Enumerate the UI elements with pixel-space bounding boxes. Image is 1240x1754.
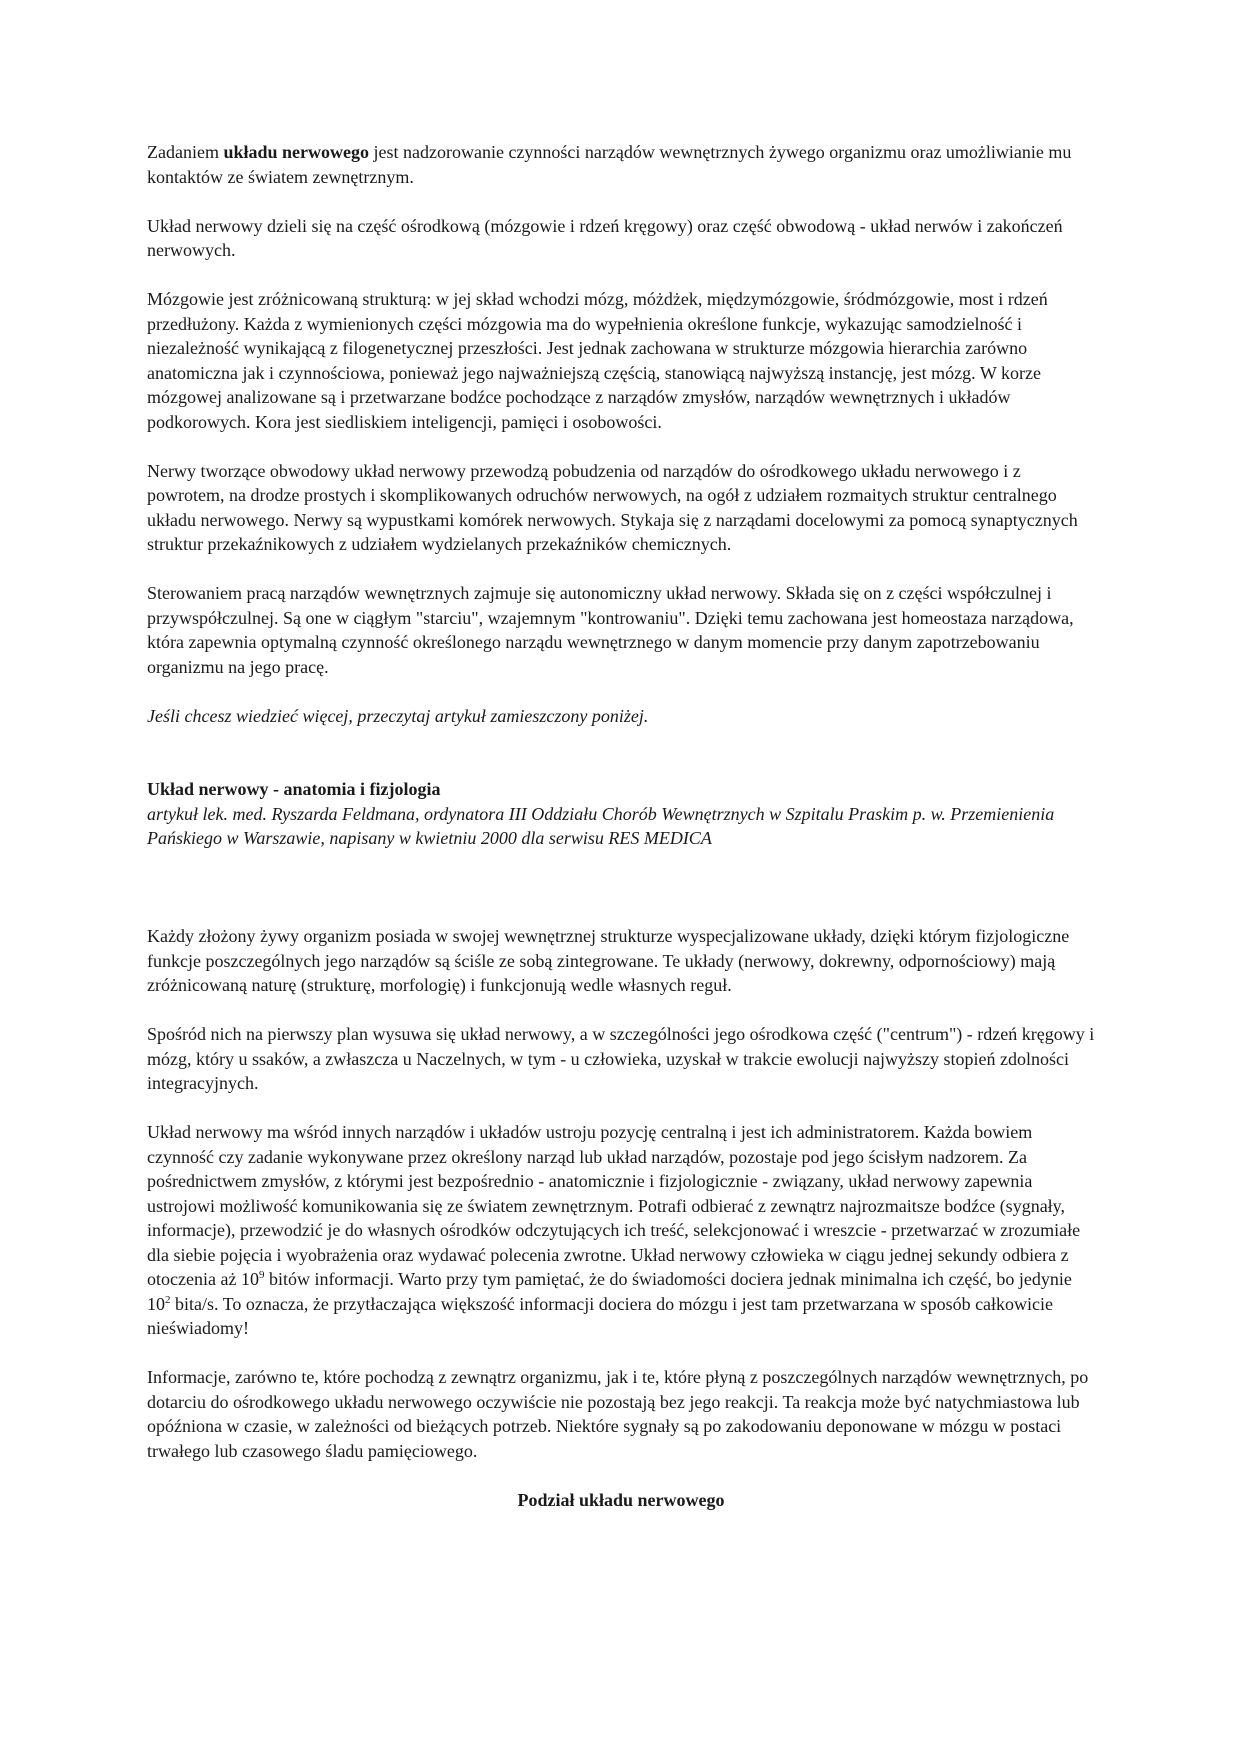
paragraph-administrator: Układ nerwowy ma wśród innych narządów i układów ustroju pozycję centralną i jest ich administratorem. Każda bowiem czynność czy zadanie wykonywane przez określony narząd lub układ narządów, pozostaje pod jego ścisłym nadzorem. Za pośrednictwem zmysłów, z którymi jest bezpośrednio - anatomicznie i fizjologicznie - związany, układ nerwowy zapewnia ustrojowi możliwość komunikowania się ze światem zewnętrznym. Potrafi odbierać z zewnątrz najrozmaitsze bodźce (sygnały, informacje), przewodzić je do własnych ośrodków odczytujących ich treść, selekcjonować i wreszcie - przetwarzać w zrozumiałe dla siebie pojęcia i wyobrażenia oraz wydawać polecenia zwrotne. Układ nerwowy człowieka w ciągu jednej sekundy odbiera z otoczenia aż $10^9$ bitów informacji. Warto przy tym pamiętać, że do świadomości dociera jednak minimalna ich część, bo jedynie $10^2$ bita/s. To oznacza, że przytłaczająca większość informacji dociera do mózgu i jest tam przetwarzana w sposób całkowicie nieświadomy! bbox=[147, 1122, 1081, 1338]
spacer bbox=[147, 753, 1095, 778]
paragraph-nerves: Nerwy tworzące obwodowy układ nerwowy przewodzą pobudzenia od narządów do ośrodkowego układu nerwowego i z powrotem, na drodze prostych i skomplikowanych odruchów nerwowych, na ogół z udziałem rozmaitych struktur centralnego układu nerwowego. Nerwy są wypustkami komórek nerwowych. Stykaja się z narządami docelowymi za pomocą synaptycznych struktur przekaźnikowych z udziałem wydzielanych przekaźników chemicznych. bbox=[147, 460, 1078, 554]
bold-term: układu nerwowego bbox=[223, 142, 369, 162]
paragraph-intro: Zadaniem układu nerwowego jest nadzorowanie czynności narządów wewnętrznych żywego organizmu oraz umożliwianie mu kontaktów ze światem zewnętrznym. bbox=[147, 142, 1072, 187]
spacer bbox=[147, 875, 1095, 924]
paragraph-read-more: Jeśli chcesz wiedzieć więcej, przeczytaj artykuł zamieszczony poniżej. bbox=[147, 705, 649, 726]
superscript: 9 bbox=[258, 1269, 265, 1281]
paragraph-organism: Każdy złożony żywy organizm posiada w swojej wewnętrznej strukturze wyspecjalizowane układy, dzięki którym fizjologiczne funkcje poszczególnych jego narządów są ściśle ze sobą zintegrowane. Te układy (nerwowy, dokrewny, odpornościowy) mają zróżnicowaną naturę (strukturę, morfologię) i funkcjonują wedle własnych reguł. bbox=[147, 926, 1070, 995]
article-author: artykuł lek. med. Ryszarda Feldmana, ordynatora III Oddziału Chorób Wewnętrznych w Szpitalu Praskim p. w. Przemienienia Pańskiego w Warszawie, napisany w kwietniu 2000 dla serwisu RES MEDICA bbox=[147, 803, 1055, 848]
paragraph-central: Spośród nich na pierwszy plan wysuwa się układ nerwowy, a w szczególności jego ośrodkowa część ("centrum") - rdzeń kręgowy i mózg, który u ssaków, a zwłaszcza u Naczelnych, w tym - u człowieka, uzyskał w trakcie ewolucji najwyższy stopień zdolności integracyjnych. bbox=[147, 1024, 1095, 1093]
paragraph-autonomic: Sterowaniem pracą narządów wewnętrznych zajmuje się autonomiczny układ nerwowy. Składa się on z części współczulnej i przywspółczulnej. Są one w ciągłym "starciu", wzajemnym "kontrowaniu". Dzięki temu zachowana jest homeostaza narządowa, która zapewnia optymalną czynność określonego narządu wewnętrznego w danym momencie przy danym zapotrzebowaniu organizmu na jego pracę. bbox=[147, 583, 1074, 677]
document-page bbox=[147, 140, 1095, 1537]
paragraph-division: Układ nerwowy dzieli się na część ośrodkową (mózgowie i rdzeń kręgowy) oraz część obwodową - układ nerwów i zakończeń nerwowych. bbox=[147, 215, 1063, 260]
article-header bbox=[147, 777, 1095, 851]
paragraph-brain: Mózgowie jest zróżnicowaną strukturą: w jej skład wchodzi mózg, móżdżek, międzymózgowie, śródmózgowie, most i rdzeń przedłużony. Każda z wymienionych części mózgowia ma do wypełnienia określone funkcje, wykazując samodzielność i niezależność wynikającą z filogenetycznej przeszłości. Jest jednak zachowana w strukturze mózgowia hierarchia zarówno anatomiczna jak i czynnościowa, ponieważ jego najważniejszą częścią, stanowiącą najwyższą instancję, jest mózg. W korze mózgowej analizowane są i przetwarzane bodźce pochodzące z narządów zmysłów, narządów wewnętrznych i układów podkorowych. Kora jest siedliskiem inteligencji, pamięci i osobowości. bbox=[147, 289, 1048, 432]
article-title: Układ nerwowy - anatomia i fizjologia bbox=[147, 779, 441, 799]
section-heading: Podział układu nerwowego bbox=[517, 1489, 725, 1510]
superscript: 2 bbox=[165, 1293, 171, 1306]
paragraph-information: Informacje, zarówno te, które pochodzą z zewnątrz organizmu, jak i te, które płyną z poszczególnych narządów wewnętrznych, po dotarciu do ośrodkowego układu nerwowego oczywiście nie pozostają bez jego reakcji. Ta reakcja może być natychmiastowa lub opóźniona w czasie, w zależności od bieżących potrzeb. Niektóre sygnały są po zakodowaniu deponowane w mózgu w postaci trwałego lub czasowego śladu pamięciowego. bbox=[147, 1367, 1089, 1461]
